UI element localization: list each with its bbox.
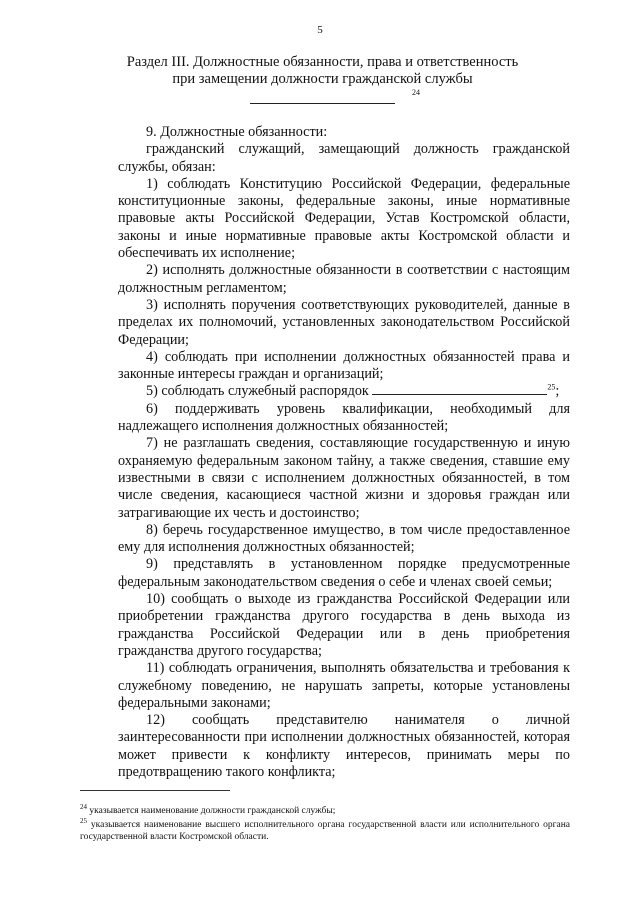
duty-item-4: 4) соблюдать при исполнении должностных обязанностей права и законные интересы граждан и организаций; [118,348,570,383]
duty-item-5-text: 5) соблюдать служебный распорядок [146,383,369,400]
duties-intro: гражданский служащий, замещающий должность гражданской службы, обязан: [118,141,570,175]
duty-item-5 [118,383,570,400]
section-heading [100,54,545,88]
footnote-24-ref: 24 [80,802,87,811]
duty-item-11: 11) соблюдать ограничения, выполнять обязательства и требования к служебному поведению, не нарушать запреты, которые установлены федеральными законами; [118,660,570,711]
duty-item-8: 8) беречь государственное имущество, в том числе предоставленное ему для исполнения должностных обязанностей; [118,521,570,556]
footnote-divider [80,790,230,791]
footnote-24-text: указывается наименование должности гражданской службы; [89,806,336,816]
duty-item-2: 2) исполнять должностные обязанности в соответствии с настоящим должностным регламентом; [118,262,570,296]
duty-item-12: 12) сообщать представителю нанимателя о личной заинтересованности при исполнении должностных обязанностей, которая может привести к конфликту интересов, принимать меры по предотвращению такого конфликта; [118,712,570,780]
footnote-25-ref: 25 [80,816,87,825]
duties-section [118,124,570,781]
fill-in-blank [372,384,547,395]
heading-line-2: при замещении должности гражданской службы [172,71,473,87]
duty-item-6: 6) поддерживать уровень квалификации, необходимый для надлежащего исполнения должностных обязанностей; [118,400,570,435]
footnote-24 [80,802,570,817]
duty-item-1: 1) соблюдать Конституцию Российской Федерации, федеральные конституционные законы, федеральные законы, иные нормативные правовые акты Российской Федерации, Устав Костромской области, законы и иные нормативные правовые акты Костромской области и обеспечивать их исполнение; [118,175,570,262]
heading-blank-line [250,103,395,104]
heading-footnote-ref: 24 [412,88,420,97]
footnote-25 [80,816,571,843]
duties-title: 9. Должностные обязанности: [146,124,328,140]
duty-item-10: 10) сообщать о выходе из гражданства Российской Федерации или приобретении гражданства другого государства в день выхода из гражданства Российской Федерации или в день приобретения гражданства другого государства; [118,591,570,659]
page-number: 5 [317,24,323,36]
duty-item-9: 9) представлять в установленном порядке предусмотренные федеральным законодательством сведения о себе и членах своей семьи; [118,556,570,590]
duty-item-3: 3) исполнять поручения соответствующих руководителей, данные в пределах их полномочий, установленных законодательством Российской Федерации; [118,296,570,348]
duty-item-5-end: ; [555,383,560,400]
footnote-25-text: указывается наименование высшего исполнительного органа государственной власти или исполнительного органа государственной власти Костромской области. [80,820,571,842]
duty-item-7: 7) не разглашать сведения, составляющие государственную и иную охраняемую федеральным законом тайну, а также сведения, ставшие ему известными в связи с исполнением должностных обязанностей, в том числе сведения, касающиеся частной жизни и здоровья граждан или затрагивающие их честь и достоинство; [118,435,570,521]
duty-item-5-footnote-ref: 25 [547,382,556,392]
heading-line-1: Раздел III. Должностные обязанности, права и ответственность [126,54,519,70]
